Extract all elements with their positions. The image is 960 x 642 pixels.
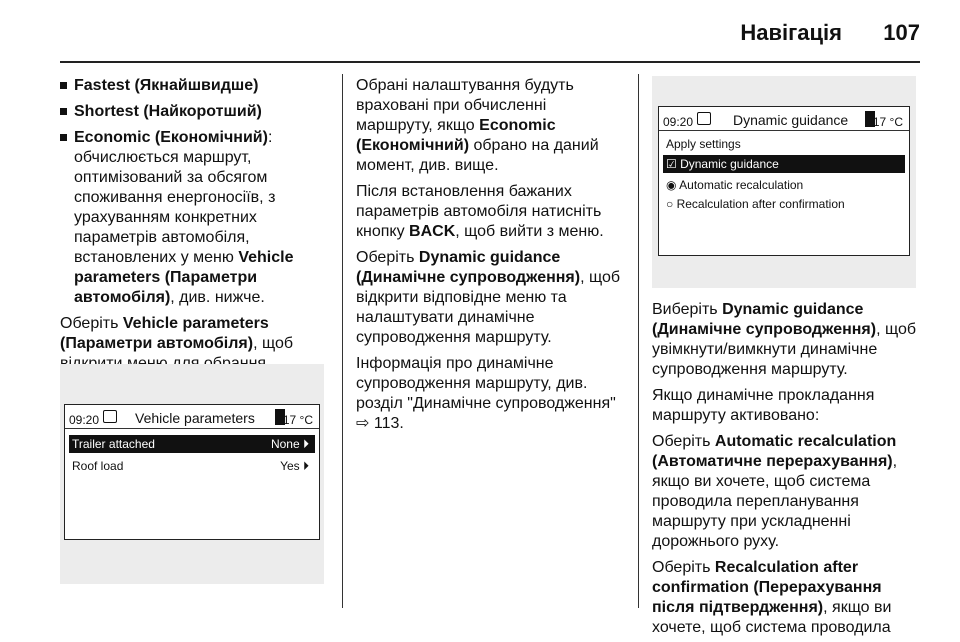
paragraph: Оберіть Vehicle parameters (Параметри автомобіля), щоб: [60, 315, 294, 352]
display-screen: [658, 106, 910, 256]
page-reference[interactable]: 113.: [373, 415, 404, 432]
vehicle-parameters-ref: Vehicle parameters (Параметри автомобіля): [74, 249, 294, 306]
bullet-icon: [60, 108, 67, 115]
screen-status-bar: [65, 405, 319, 429]
list-item: Economic (Економічний): обчислюється маршрут, оптимізований за обсягом споживання енергоносіїв, з урахуванням конкретних параметрів автомобіля, встановлених у меню Vehicle parameters (Параметри автомобіля), див. нижче.: [60, 128, 330, 308]
column-2: [356, 76, 626, 440]
bullet-icon: [60, 134, 67, 141]
paragraph: Оберіть Dynamic guidance (Динамічне супроводження), щоб відкрити відповідне меню та налаштувати динамічне супроводження маршруту.: [356, 249, 621, 346]
arrow-ref-icon: ⇨: [356, 415, 370, 432]
temperature: 17 °C: [282, 413, 313, 427]
menu-item-dynamic-guidance[interactable]: ☑ Dynamic guidance: [663, 155, 905, 173]
section-title: Навігація: [740, 20, 842, 45]
clock: 09:20: [69, 413, 100, 427]
paragraph: Інформація про динамічне супроводження маршруту, див. розділ "Динамічне супроводження" ⇨ 113.: [356, 355, 616, 432]
menu-item-roof-load[interactable]: Roof load Yes ⏵: [72, 459, 309, 473]
paragraph: Після встановлення бажаних параметрів автомобіля натисніть кнопку BACK, щоб вийти з меню.: [356, 183, 604, 240]
screenshot-vehicle-parameters: [60, 364, 324, 584]
paragraph: Оберіть Recalculation after confirmation (Перерахування після підтвердження), якщо ви хочете, щоб система проводила: [652, 559, 892, 636]
bullet-icon: [60, 82, 67, 89]
list-item: [60, 102, 330, 122]
paragraph: Якщо динамічне прокладання маршруту активовано:: [652, 387, 875, 424]
list-item: [60, 76, 330, 96]
menu-item-automatic-recalculation[interactable]: ◉ Automatic recalculation: [666, 178, 804, 192]
menu-item-recalculation-after-confirmation[interactable]: ○ Recalculation after confirmation: [666, 197, 845, 211]
screenshot-dynamic-guidance: [652, 76, 916, 288]
apply-settings-label: Apply settings: [666, 137, 741, 151]
column-3: [652, 76, 927, 642]
header-rule: [60, 61, 920, 63]
back-button-ref: BACK: [409, 223, 456, 240]
column-divider-2: [638, 74, 639, 608]
paragraph: Виберіть Dynamic guidance (Динамічне супроводження), щоб увімкнути/вимкнути динамічне супроводження маршруту.: [652, 301, 917, 378]
menu-item-trailer[interactable]: Trailer attached None ⏵: [69, 435, 315, 453]
navigation-icon: [697, 112, 711, 125]
option-economic: Economic (Економічний): [74, 129, 268, 146]
column-1: [60, 76, 330, 473]
page-number: 107: [883, 20, 920, 45]
screen-status-bar: [659, 107, 909, 131]
page-header: [0, 0, 960, 62]
clock: 09:20: [663, 115, 694, 129]
temperature: 17 °C: [872, 115, 903, 129]
paragraph: Обрані налаштування будуть враховані при обчисленні маршруту, якщо Economic (Економічний) обрано на даний момент, див. вище.: [356, 77, 599, 174]
column-divider-1: [342, 74, 343, 608]
display-screen: [64, 404, 320, 540]
option-fastest: Fastest (Якнайшвидше): [74, 77, 259, 94]
option-shortest: Shortest (Найкоротший): [74, 103, 262, 120]
paragraph: Оберіть Automatic recalculation (Автоматичне перерахування), якщо ви хочете, щоб система проводила перепланування маршруту при ускладненні дорожнього руху.: [652, 433, 898, 550]
navigation-icon: [103, 410, 117, 423]
economic-description: обчислюється маршрут, оптимізований за обсягом споживання енергоносіїв, з урахуванням конкретних параметрів автомобіля, встановлених у меню: [74, 149, 276, 266]
screen-title: Vehicle parameters: [135, 410, 255, 426]
route-options-list: [60, 76, 330, 308]
screen-title: Dynamic guidance: [733, 112, 849, 128]
